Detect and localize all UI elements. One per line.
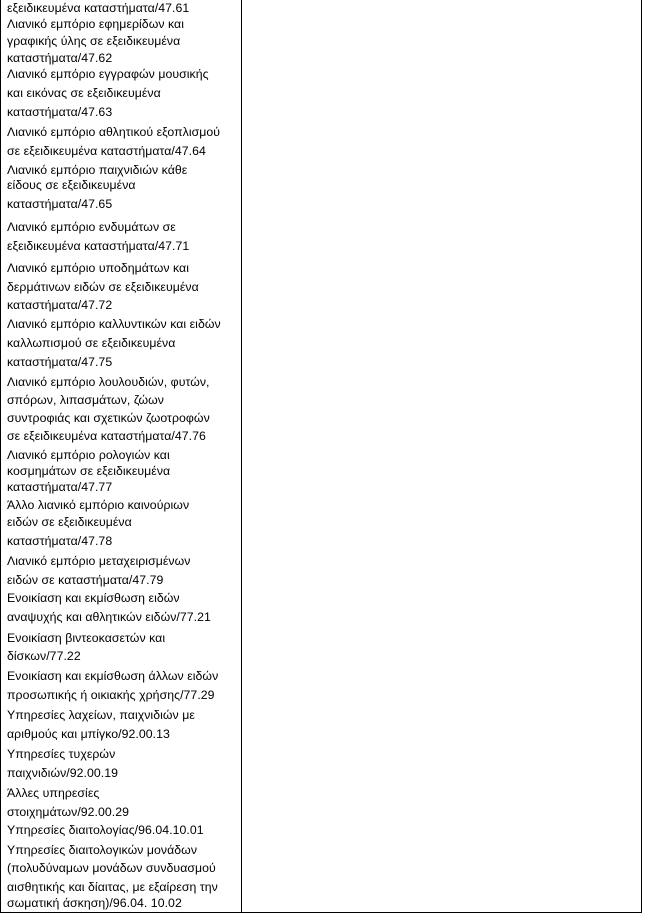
activity-entry-line: Ενοικίαση βιντεοκασετών και [7,631,166,645]
activity-entry-line: καταστήματα/47.65 [7,197,113,211]
activity-entry-line: αναψυχής και αθλητικών ειδών/77.21 [7,610,211,624]
activity-entry-line: καλλωπισμού σε εξειδικευμένα [7,336,176,350]
activity-entry-line: Λιανικό εμπόριο ρολογιών και [7,448,170,462]
activity-entry-line: ειδών σε καταστήματα/47.79 [7,573,164,587]
activity-entry-line: αισθητικής και δίαιτας, με εξαίρεση την [7,880,218,894]
activity-entry-line: Λιανικό εμπόριο αθλητικού εξοπλισμού [7,125,221,139]
activity-entry-line: Λιανικό εμπόριο λουλουδιών, φυτών, [7,375,210,389]
activity-entry-line: Ενοικίαση και εκμίσθωση ειδών [7,591,180,605]
activity-entry-line: Υπηρεσίες λαχείων, παιχνιδιών με [7,708,195,722]
activity-entry-line: Άλλο λιανικό εμπόριο καινούριων [7,498,190,512]
activity-entry-line: καταστήματα/47.75 [7,355,113,369]
activity-entry-line: Λιανικό εμπόριο μεταχειρισμένων [7,554,191,568]
activity-entry-line: σε εξειδικευμένα καταστήματα/47.76 [7,429,206,443]
activity-entry-line: και εικόνας σε εξειδικευμένα [7,86,161,100]
activity-entry-line: καταστήματα/47.63 [7,105,113,119]
activity-entry-line: καταστήματα/47.62 [7,51,113,65]
activity-entry-line: δίσκων/77.22 [7,649,81,663]
activity-entry-line: στοιχημάτων/92.00.29 [7,805,130,819]
activity-entry-line: ειδών σε εξειδικευμένα [7,515,132,529]
activity-entry-line: καταστήματα/47.72 [7,298,113,312]
activity-entry-line: καταστήματα/47.78 [7,534,113,548]
activity-entry-line: εξειδικευμένα καταστήματα/47.71 [7,239,190,253]
activity-entry-line: σε εξειδικευμένα καταστήματα/47.64 [7,144,206,158]
activity-entry-line: αριθμούς και μπίγκο/92.00.13 [7,727,170,741]
activity-entry-line: Λιανικό εμπόριο καλλυντικών και ειδών [7,317,221,331]
activity-entry-line: Ενοικίαση και εκμίσθωση άλλων ειδών [7,669,219,683]
activity-entry-line: εξειδικευμένα καταστήματα/47.61 [7,1,190,15]
activity-entry-line: Υπηρεσίες διαιτολογίας/96.04.10.01 [7,823,204,837]
activity-entry-line: Λιανικό εμπόριο εγγραφών μουσικής [7,67,209,81]
activity-entry-line: Λιανικό εμπόριο υποδημάτων και [7,261,190,275]
activity-entry-line: κοσμημάτων σε εξειδικευμένα [7,464,171,478]
activity-entry-line: σωματική άσκηση)/96.04. 10.02 [7,896,182,910]
activity-entry-line: προσωπικής ή οικιακής χρήσης/77.29 [7,688,215,702]
activity-entry-line: Λιανικό εμπόριο ενδυμάτων σε [7,220,176,234]
activity-entry-line: καταστήματα/47.77 [7,480,113,494]
activity-entry-line: Υπηρεσίες διαιτολογικών μονάδων [7,843,198,857]
activity-entry-line: σπόρων, λιπασμάτων, ζώων [7,393,164,407]
activity-entry-line: Άλλες υπηρεσίες [7,786,100,800]
empty-right-column [242,0,641,912]
activity-entry-line: παιχνιδιών/92.00.19 [7,766,119,780]
activity-entry-line: γραφικής ύλης σε εξειδικευμένα [7,34,181,48]
activity-entry-line: (πολυδύναμων μονάδων συνδυασμού [7,861,216,875]
activity-entry-line: Λιανικό εμπόριο εφημερίδων και [7,17,185,31]
activity-entry-line: Υπηρεσίες τυχερών [7,747,116,761]
activity-entry-line: δερμάτινων ειδών σε εξειδικευμένα [7,280,199,294]
activity-entry-line: Λιανικό εμπόριο παιχνιδιών κάθε [7,163,188,177]
activity-entry-line: συντροφιάς και σχετικών ζωοτροφών [7,411,210,425]
activity-entry-line: είδους σε εξειδικευμένα [7,178,136,192]
